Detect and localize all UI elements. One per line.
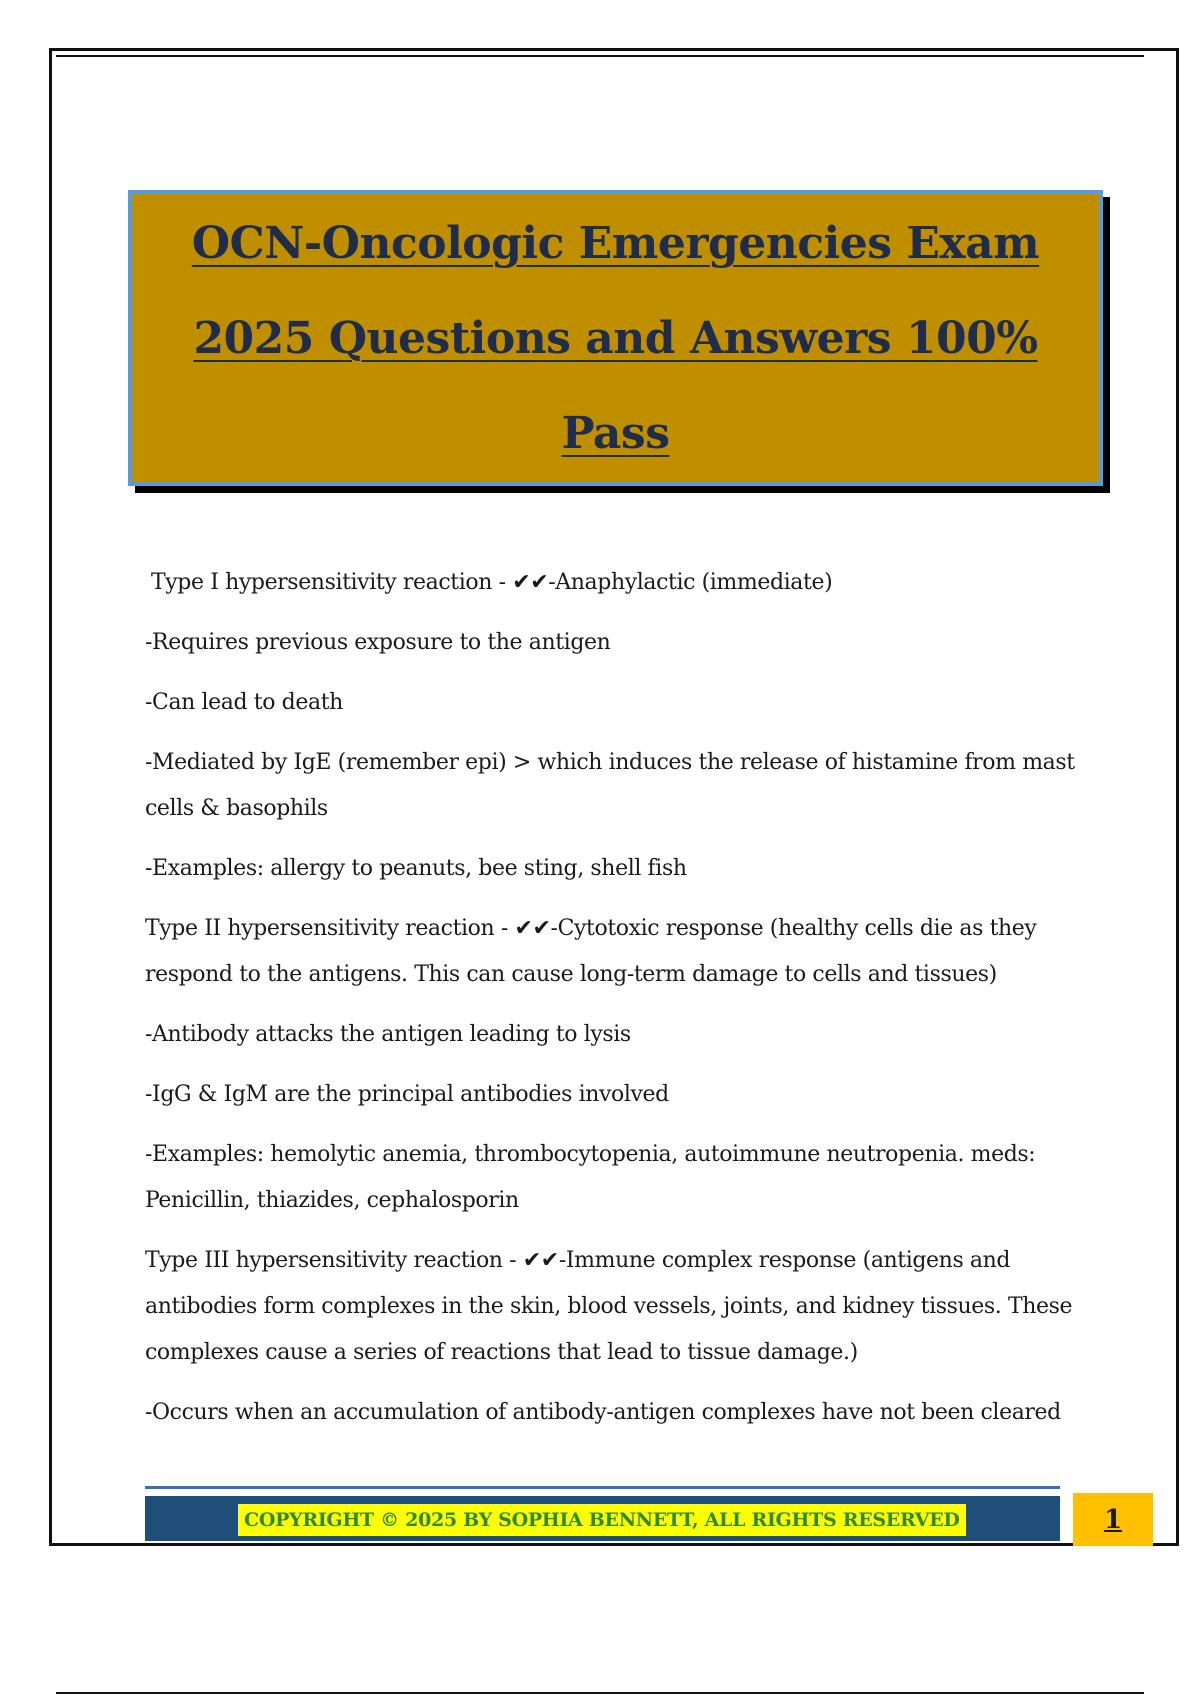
paragraph: -Can lead to death [145, 690, 343, 715]
title-line-3: Pass [561, 407, 670, 459]
paragraph: -Requires previous exposure to the antigen [145, 630, 611, 655]
page-number-box [1073, 1493, 1153, 1546]
paragraph: -Occurs when an accumulation of antibody-antigen complexes have not been cleared [145, 1400, 1061, 1425]
page-number: 1 [1103, 1504, 1123, 1535]
title-line-1: OCN-Oncologic Emergencies Exam [191, 217, 1040, 269]
paragraph: -Examples: allergy to peanuts, bee sting, shell fish [145, 856, 687, 881]
bottom-rule [56, 1692, 1144, 1694]
footer-rule [145, 1486, 1060, 1489]
paragraph: Type II hypersensitivity reaction - ✔✔-Cytotoxic response (healthy cells die as they respond to the antigens. This can cause long-term damage to cells and tissues) [145, 916, 1037, 987]
paragraph: -IgG & IgM are the principal antibodies involved [145, 1082, 669, 1107]
title-banner [128, 190, 1103, 486]
paragraph: -Mediated by IgE (remember epi) > which induces the release of histamine from mast cells & basophils [145, 750, 1075, 821]
document-body [145, 560, 1075, 1450]
copyright-notice: COPYRIGHT © 2025 BY SOPHIA BENNETT, ALL RIGHTS RESERVED [238, 1504, 966, 1536]
paragraph: -Examples: hemolytic anemia, thrombocytopenia, autoimmune neutropenia. meds: Penicillin, thiazides, cephalosporin [145, 1142, 1036, 1213]
paragraph: Type I hypersensitivity reaction - ✔✔-Anaphylactic (immediate) [151, 570, 833, 595]
paragraph: Type III hypersensitivity reaction - ✔✔-Immune complex response (antigens and antibodies form complexes in the skin, blood vessels, joints, and kidney tissues. These complexes cause a series of reactions that lead to tissue damage.) [145, 1248, 1073, 1365]
title-line-2: 2025 Questions and Answers 100% [193, 312, 1038, 364]
top-rule [56, 55, 1144, 57]
paragraph: -Antibody attacks the antigen leading to lysis [145, 1022, 631, 1047]
